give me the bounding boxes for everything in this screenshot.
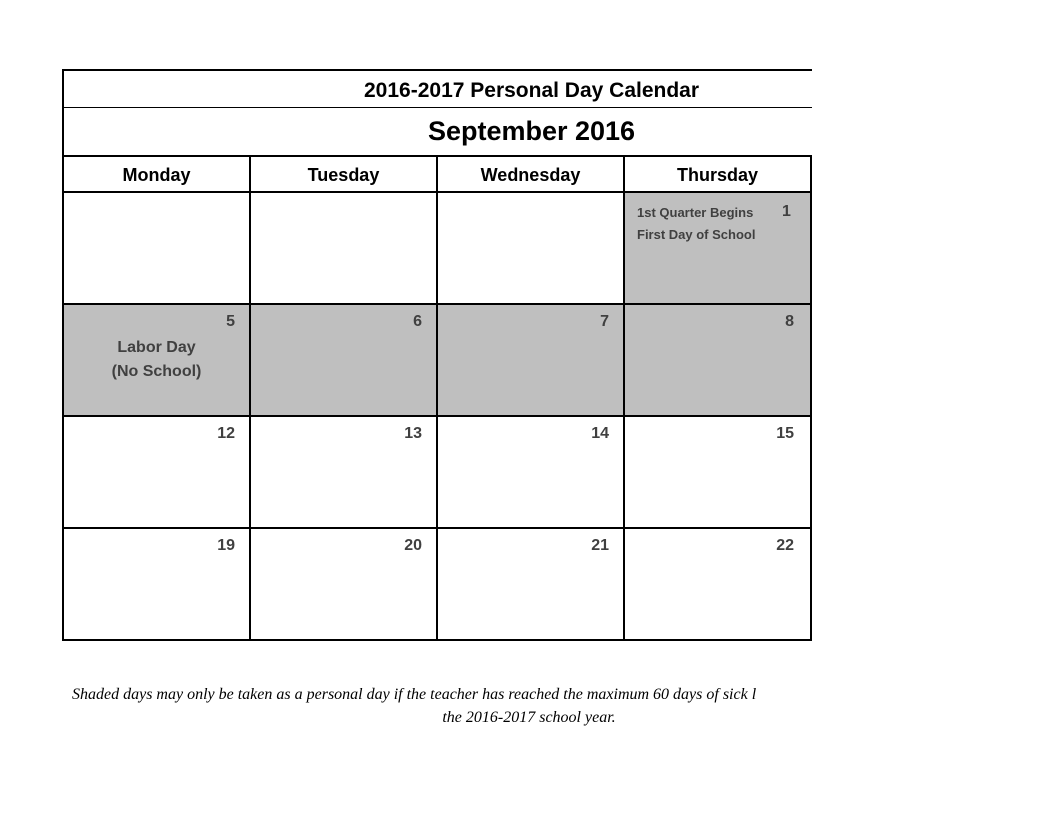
day-cell-shaded [436,305,623,417]
day-number: 8 [785,313,794,330]
day-cell [62,417,249,529]
weekday-label: Monday [122,165,191,185]
day-cell [436,417,623,529]
month-row [62,108,812,157]
event-line: First Day of School [637,227,756,242]
day-number: 20 [404,537,422,554]
day-number: 12 [217,425,235,442]
day-number: 1 [782,203,791,220]
day-cell-shaded [623,193,812,305]
day-cell [62,193,249,305]
day-number: 19 [217,537,235,554]
event-line: 1st Quarter Begins [637,205,754,220]
month-title: September 2016 [427,116,636,146]
day-cell [249,193,436,305]
day-number: 13 [404,425,422,442]
day-cell [623,529,812,641]
week-row [62,305,812,417]
footnote-line-2: the 2016-2017 school year. [442,709,616,726]
week-row [62,529,812,641]
weekday-header-monday [62,157,249,193]
day-number: 7 [600,313,609,330]
day-cell-shaded [623,305,812,417]
day-cell [436,193,623,305]
day-cell [623,417,812,529]
day-event [637,202,791,246]
day-number: 6 [413,313,422,330]
weekday-label: Tuesday [307,165,380,185]
day-cell [249,417,436,529]
weekday-header-row [62,157,812,193]
day-number: 15 [776,425,794,442]
day-number: 22 [776,537,794,554]
day-event [64,336,249,384]
weekday-label: Thursday [676,165,759,185]
day-number: 21 [591,537,609,554]
calendar-grid [62,157,812,641]
day-cell [62,529,249,641]
day-cell-shaded [249,305,436,417]
calendar-title-row [62,69,812,108]
day-number: 14 [591,425,609,442]
footnote-line-1: Shaded days may only be taken as a personal day if the teacher has reached the maximum 60 days of sick l [72,686,757,703]
footnote [72,686,814,727]
event-line: (No School) [111,363,202,380]
week-row [62,193,812,305]
day-number: 5 [226,313,235,330]
weekday-label: Wednesday [480,165,581,185]
weekday-header-tuesday [249,157,436,193]
weekday-header-thursday [623,157,812,193]
day-cell [436,529,623,641]
week-row [62,417,812,529]
calendar-title: 2016-2017 Personal Day Calendar [364,79,700,102]
day-cell [249,529,436,641]
event-line: Labor Day [117,339,196,356]
weekday-header-wednesday [436,157,623,193]
day-cell-shaded [62,305,249,417]
